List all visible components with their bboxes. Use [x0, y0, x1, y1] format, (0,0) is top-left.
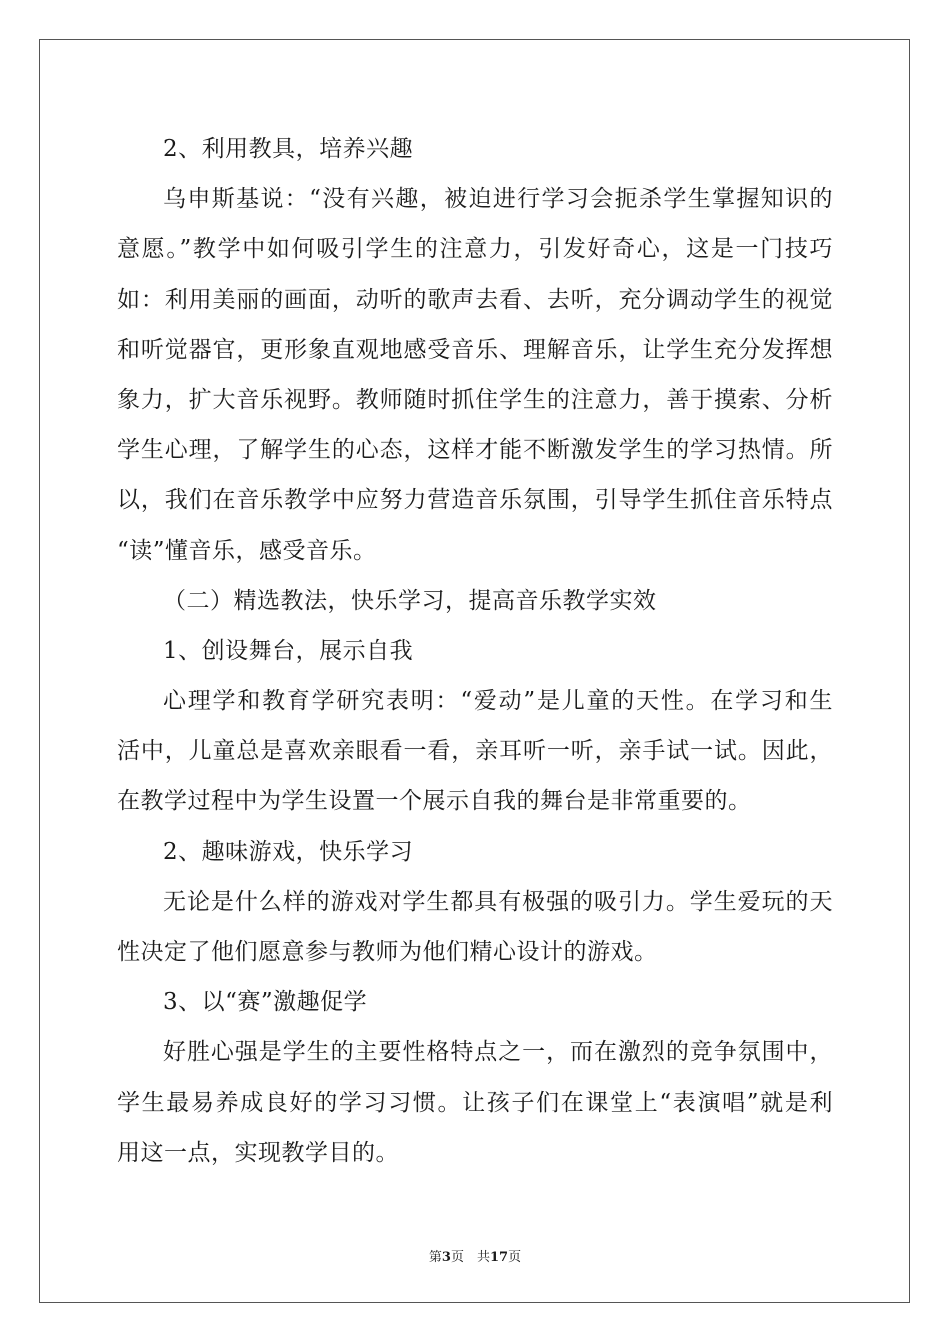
total-page-number: 17: [489, 1250, 509, 1265]
section-heading: 3、以“赛”激趣促学: [163, 989, 368, 1016]
paragraph-line: 以，我们在音乐教学中应努力营造音乐氛围，引导学生抓住音乐特点: [117, 487, 833, 514]
paragraph-line: “读”懂音乐，感受音乐。: [117, 537, 377, 564]
footer-mid: 页 共: [450, 1250, 490, 1265]
page-footer: [0, 1246, 950, 1265]
document-body: [117, 124, 833, 1178]
section-heading: 2、趣味游戏，快乐学习: [163, 838, 414, 865]
section-heading: 2、利用教具，培养兴趣: [163, 136, 414, 162]
paragraph-line: 学生心理，了解学生的心态，这样才能不断激发学生的学习热情。所: [117, 437, 833, 464]
paragraph-line: 无论是什么样的游戏对学生都具有极强的吸引力。学生爱玩的天: [163, 888, 833, 915]
current-page-number: 3: [441, 1250, 451, 1265]
paragraph-line: 好胜心强是学生的主要性格特点之一，而在激烈的竞争氛围中，: [163, 1039, 833, 1066]
section-heading: （二）精选教法，快乐学习，提高音乐教学实效: [163, 587, 657, 614]
footer-suffix: 页: [508, 1250, 522, 1265]
paragraph-line: 如：利用美丽的画面，动听的歌声去看、去听，充分调动学生的视觉: [117, 286, 833, 313]
paragraph-line: 性决定了他们愿意参与教师为他们精心设计的游戏。: [117, 939, 658, 965]
footer-prefix: 第: [428, 1250, 442, 1265]
paragraph-line: 用这一点，实现教学目的。: [117, 1139, 399, 1166]
section-heading: 1、创设舞台，展示自我: [163, 637, 414, 664]
paragraph-line: 乌申斯基说：“没有兴趣，被迫进行学习会扼杀学生掌握知识的: [163, 186, 833, 213]
paragraph-line: 在教学过程中为学生设置一个展示自我的舞台是非常重要的。: [117, 788, 752, 815]
paragraph-line: 学生最易养成良好的学习习惯。让孩子们在课堂上“表演唱”就是利: [117, 1089, 833, 1116]
paragraph-line: 意愿。”教学中如何吸引学生的注意力，引发好奇心，这是一门技巧: [117, 236, 833, 263]
paragraph-line: 和听觉器官，更形象直观地感受音乐、理解音乐，让学生充分发挥想: [117, 336, 833, 363]
paragraph-line: 心理学和教育学研究表明：“爱动”是儿童的天性。在学习和生: [163, 688, 833, 715]
paragraph-line: 活中，儿童总是喜欢亲眼看一看，亲耳听一听，亲手试一试。因此，: [117, 738, 833, 765]
paragraph-line: 象力，扩大音乐视野。教师随时抓住学生的注意力，善于摸索、分析: [117, 386, 833, 413]
